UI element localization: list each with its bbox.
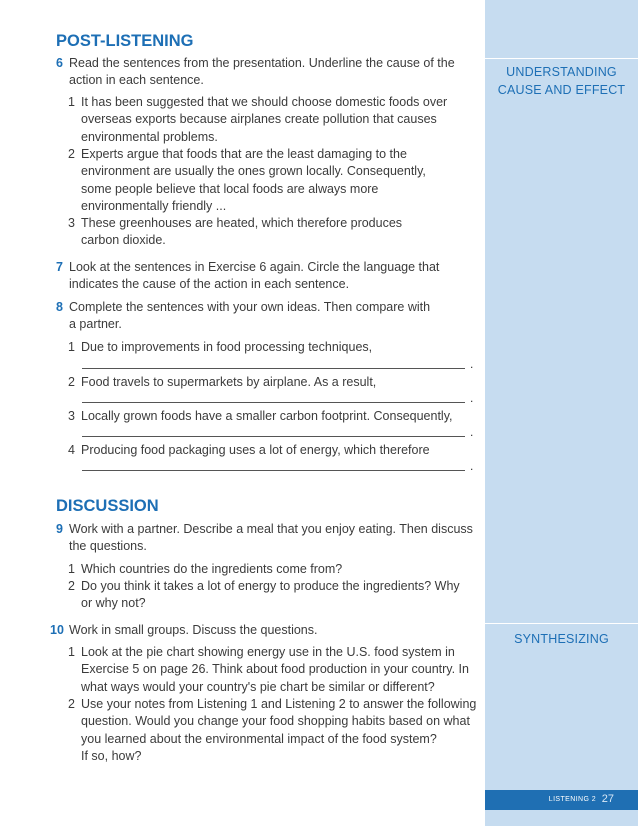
exercise-number: 8 (56, 300, 63, 314)
item-line: Which countries do the ingredients come from? (81, 562, 343, 576)
item-line: environmental problems. (81, 129, 218, 144)
item-number: 2 (68, 697, 75, 711)
sidebar-label-line: CAUSE AND EFFECT (497, 83, 626, 97)
item-prompt: Due to improvements in food processing techniques, (81, 340, 373, 354)
item-line: If so, how? (81, 749, 142, 764)
instruction-line: action in each sentence. (69, 73, 204, 88)
item-line: what ways would your country's pie chart be similar or different? (81, 679, 435, 694)
item-line: you learned about the environmental impact of the food system? (81, 731, 437, 746)
item-line: These greenhouses are heated, which therefore produces (81, 216, 403, 230)
end-period: . (470, 425, 474, 439)
answer-blank-line[interactable] (82, 470, 465, 471)
instruction-line: the questions. (69, 539, 147, 554)
instruction-line: indicates the cause of the action in each sentence. (69, 277, 350, 292)
end-period: . (470, 357, 474, 371)
item-line: It has been suggested that we should choose domestic foods over (81, 95, 448, 109)
instruction-line: Work in small groups. Discuss the questions. (69, 623, 318, 637)
item-prompt: Food travels to supermarkets by airplane. As a result, (81, 375, 377, 389)
answer-blank-line[interactable] (82, 436, 465, 437)
item-line: Use your notes from Listening 1 and Listening 2 to answer the following (81, 697, 477, 711)
item-number: 2 (68, 579, 75, 593)
sidebar-label-cause-effect (485, 63, 638, 99)
exercise-number: 9 (56, 522, 63, 536)
instruction-line: a partner. (69, 317, 122, 332)
instruction-line: Complete the sentences with your own ideas. Then compare with (69, 300, 431, 314)
item-line: environment are usually the ones grown locally. Consequently, (81, 164, 426, 179)
answer-blank-line[interactable] (82, 402, 465, 403)
item-line: or why not? (81, 596, 146, 611)
footer-section-label: LISTENING 2 (548, 796, 596, 803)
instruction-line: Work with a partner. Describe a meal that you enjoy eating. Then discuss (69, 522, 473, 536)
item-line: carbon dioxide. (81, 233, 166, 248)
item-number: 3 (68, 409, 75, 423)
exercise-number: 7 (56, 260, 63, 274)
exercise-number: 6 (56, 56, 63, 70)
item-line: Do you think it takes a lot of energy to produce the ingredients? Why (81, 579, 460, 593)
item-line: overseas exports because airplanes create pollution that causes (81, 112, 437, 127)
item-line: Look at the pie chart showing energy use in the U.S. food system in (81, 645, 455, 659)
section-title-post-listening: POST-LISTENING (56, 32, 194, 50)
sidebar-divider (485, 58, 638, 59)
item-line: some people believe that local foods are always more (81, 181, 379, 196)
item-number: 2 (68, 147, 75, 161)
sidebar-divider (485, 623, 638, 624)
item-number: 1 (68, 645, 75, 659)
item-number: 1 (68, 562, 75, 576)
end-period: . (470, 391, 474, 405)
exercise-number: 10 (50, 623, 64, 637)
item-line: Experts argue that foods that are the least damaging to the (81, 147, 407, 161)
sidebar-panel (485, 0, 638, 826)
item-line: question. Would you change your food shopping habits based on what (81, 714, 470, 729)
page-number: 27 (601, 793, 614, 805)
item-prompt: Locally grown foods have a smaller carbon footprint. Consequently, (81, 409, 453, 423)
item-number: 1 (68, 95, 75, 109)
footer-bar (485, 790, 638, 810)
instruction-line: Look at the sentences in Exercise 6 again. Circle the language that (69, 260, 440, 274)
section-title-discussion: DISCUSSION (56, 497, 159, 515)
item-number: 4 (68, 443, 75, 457)
item-prompt: Producing food packaging uses a lot of energy, which therefore (81, 443, 430, 457)
sidebar-label-synthesizing: SYNTHESIZING (514, 632, 609, 646)
sidebar-label-line: UNDERSTANDING (506, 65, 617, 79)
item-line: Exercise 5 on page 26. Think about food production in your country. In (81, 662, 469, 677)
item-line: environmentally friendly ... (81, 199, 227, 214)
item-number: 1 (68, 340, 75, 354)
end-period: . (470, 459, 474, 473)
item-number: 3 (68, 216, 75, 230)
instruction-line: Read the sentences from the presentation. Underline the cause of the (69, 56, 455, 70)
answer-blank-line[interactable] (82, 368, 465, 369)
item-number: 2 (68, 375, 75, 389)
